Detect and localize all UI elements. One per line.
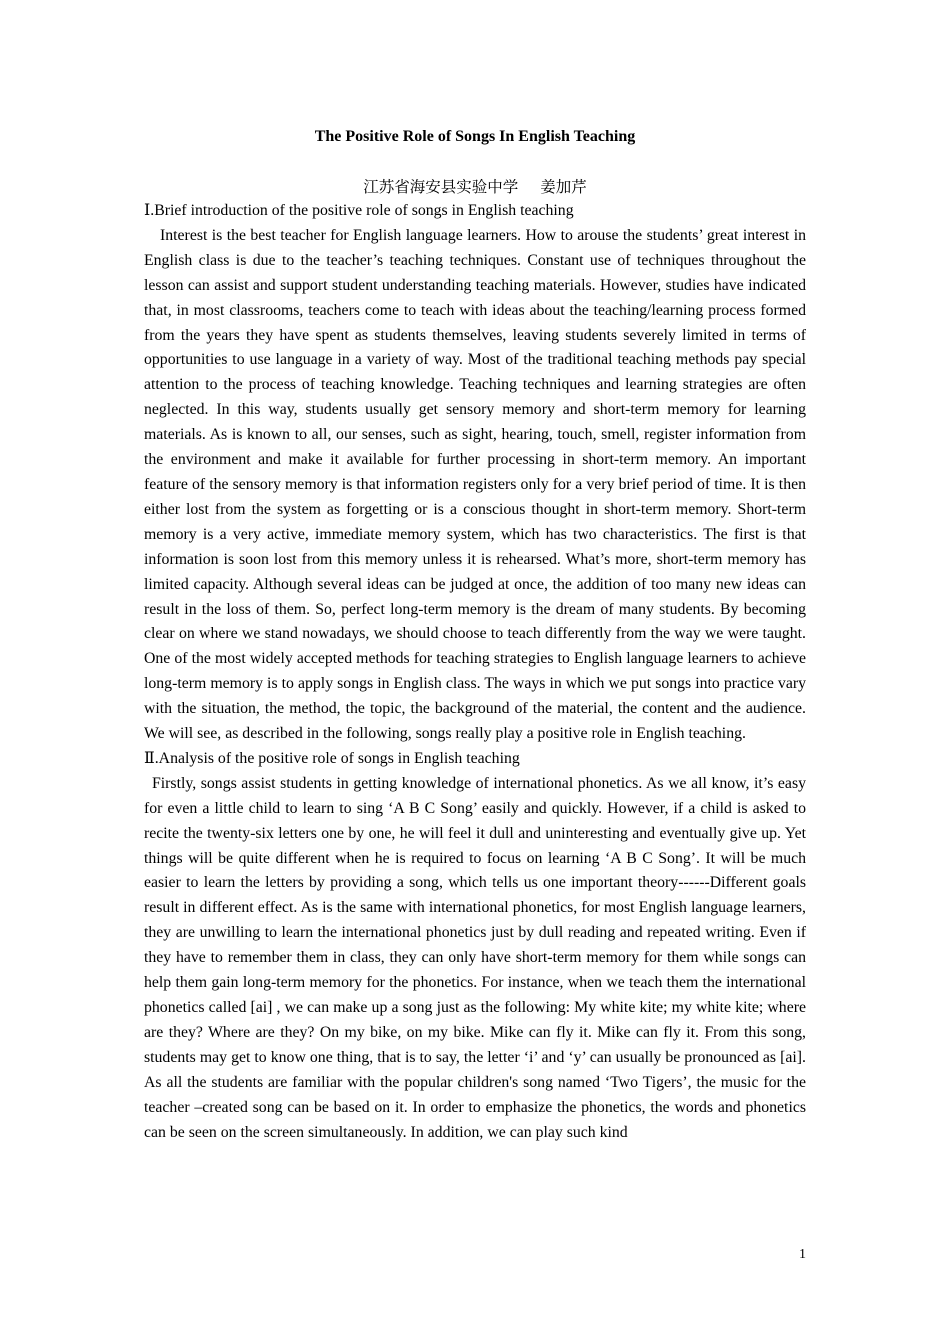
author-school: 江苏省海安县实验中学 [363,178,519,196]
author-name: 姜加芹 [540,178,587,196]
section-2-paragraph: Firstly, songs assist students in getting knowledge of international phonetics. As we all know, it’s easy for even a little child to learn to sing ‘A B C Song’ easily and quickly. However, if a child is asked to recite the twenty-six letters one by one, he will feel it dull and uninteresting and eventually give up. Yet things will be quite different when he is required to focus on learning ‘A B C Song’. It will be much easier to learn the letters by providing a song, which tells us one important theory------Different goals result in different effect. As is the same with international phonetics, for most English language learners, they are unwilling to learn the international phonetics just by dull reading and repeated writing. Even if they have to remember them in class, they can only have short-term memory for them while songs can help them gain long-term memory for the phonetics. For instance, when we teach them the international phonetics called [ai] , we can make up a song just as the following: My white kite; my white kite; where are they? Where are they? On my bike, on my bike. Mike can fly it. Mike can fly it. From this song, students may get to know one thing, that is to say, the letter ‘i’ and ‘y’ can usually be pronounced as [ai]. As all the students are familiar with the popular children's song named ‘Two Tigers’, the music for the teacher –created song can be based on it. In order to emphasize the phonetics, the words and phonetics can be seen on the screen simultaneously. In addition, we can play such kind [144,774,806,1141]
page-title: The Positive Role of Songs In English Teaching [314,128,636,145]
page-number: 1 [799,1247,806,1262]
section-2-heading: Ⅱ.Analysis of the positive role of songs in English teaching [144,749,520,767]
document-body [144,199,806,1145]
section-1-heading: Ⅰ.Brief introduction of the positive role of songs in English teaching [144,202,574,219]
section-1-paragraph: Interest is the best teacher for English language learners. How to arouse the students’ great interest in English class is due to the teacher’s teaching techniques. Constant use of techniques throughout the lesson can assist and support student understanding teaching materials. However, studies have indicated that, in most classrooms, teachers come to teach with ideas about the teaching/learning process formed from the years they have spent as students themselves, leaving students severely limited in terms of opportunities to use language in a variety of way. Most of the traditional teaching methods pay special attention to the process of teaching knowledge. Teaching techniques and learning strategies are often neglected. In this way, students usually get sensory memory and short-term memory for learning materials. As is known to all, our senses, such as sight, hearing, touch, smell, register information from the environment and make it available for further processing in short-term memory. An important feature of the sensory memory is that information registers only for a very brief period of time. It is then either lost from the system as forgetting or is a conscious thought in short-term memory. Short-term memory is a very active, immediate memory system, which has two characteristics. The first is that information is soon lost from this memory unless it is rehearsed. What’s more, short-term memory has limited capacity. Although several ideas can be judged at once, the addition of too many new ideas can result in the loss of them. So, perfect long-term memory is the dream of many students. By becoming clear on where we stand nowadays, we should choose to teach differently from the way we were taught. One of the most widely accepted methods for teaching strategies to English language learners to achieve long-term memory is to apply songs in English class. The ways in which we put songs into practice vary with the situation, the method, the topic, the background of the material, the content and the audience. We will see, as described in the following, songs really play a positive role in English teaching. [144,226,806,743]
author-line [0,176,950,198]
